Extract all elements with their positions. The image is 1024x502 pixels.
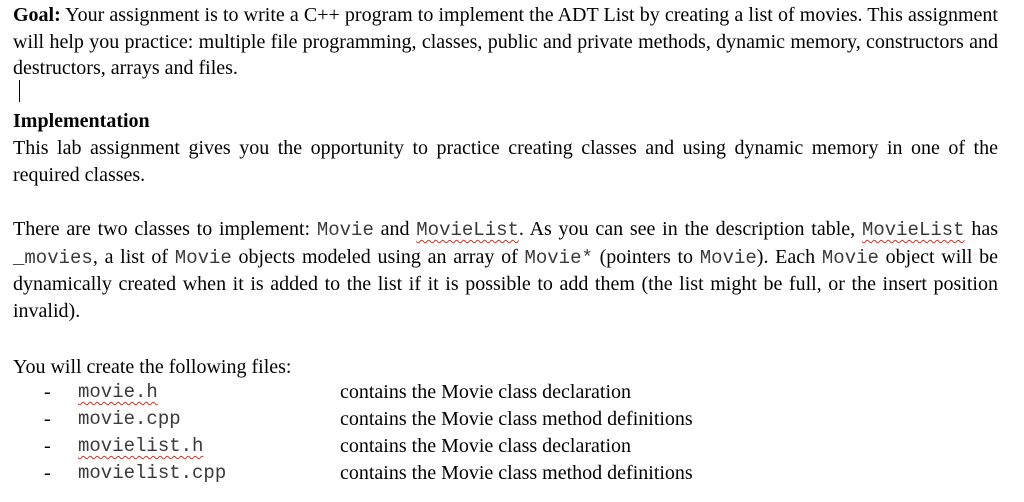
code-movielist: MovieList [861,219,965,241]
code-movie: Movie [821,246,879,269]
bullet-dash: - [44,408,51,430]
code-movie-pointer: Movie* [524,246,593,269]
code-movie: Movie [316,219,374,241]
code-movies-member: _movies [13,246,93,269]
file-name: movie.h [78,381,158,403]
implementation-heading: Implementation [13,110,150,132]
file-description: contains the Movie class declaration [340,381,632,403]
bullet-dash: - [44,381,51,403]
text-run: There are two classes to implement: [13,218,317,240]
bullet-dash: - [44,462,51,484]
implementation-text: This lab assignment gives you the opportunity to practice creating classes and using dynamic memory in one of the required classes. [13,137,998,186]
text-run: (pointers to [592,245,700,268]
text-run: , a list of [92,245,175,268]
text-run: has [964,218,999,240]
classes-paragraph [13,216,998,324]
text-run: ). Each [756,245,822,268]
code-movielist: MovieList [416,219,519,241]
text-run: objects modeled using an array of [231,245,525,268]
code-movie: Movie [699,246,757,269]
file-list-item [0,462,1024,489]
file-list-item [0,408,1024,435]
bullet-dash: - [44,435,51,457]
file-name: movielist.h [78,435,204,457]
file-list-item [0,435,1024,462]
file-description: contains the Movie class declaration [340,435,632,457]
goal-paragraph [13,2,998,82]
file-name: movie.cpp [78,408,181,430]
file-list-item [0,381,1024,408]
text-run: . As you can see in the description table, [518,218,862,240]
file-description: contains the Movie class method definitions [340,408,693,430]
goal-text: Your assignment is to write a C++ program to implement the ADT List by creating a list of movies. This assignment will help you practice: multiple file programming, classes, public and private methods, dynamic memory, constructors and destructors, arrays and files. [13,4,998,79]
files-intro: You will create the following files: [13,356,292,378]
text-run: object will be dynamically created when it is added to the list if it is possible to add them (the list might be full, or the insert position invalid). [13,245,999,322]
text-run: and [373,218,417,240]
text-cursor [19,80,20,102]
file-description: contains the Movie class method definitions [340,462,693,484]
file-name: movielist.cpp [78,462,227,484]
code-movie: Movie [174,246,232,269]
goal-label: Goal: [13,4,61,26]
